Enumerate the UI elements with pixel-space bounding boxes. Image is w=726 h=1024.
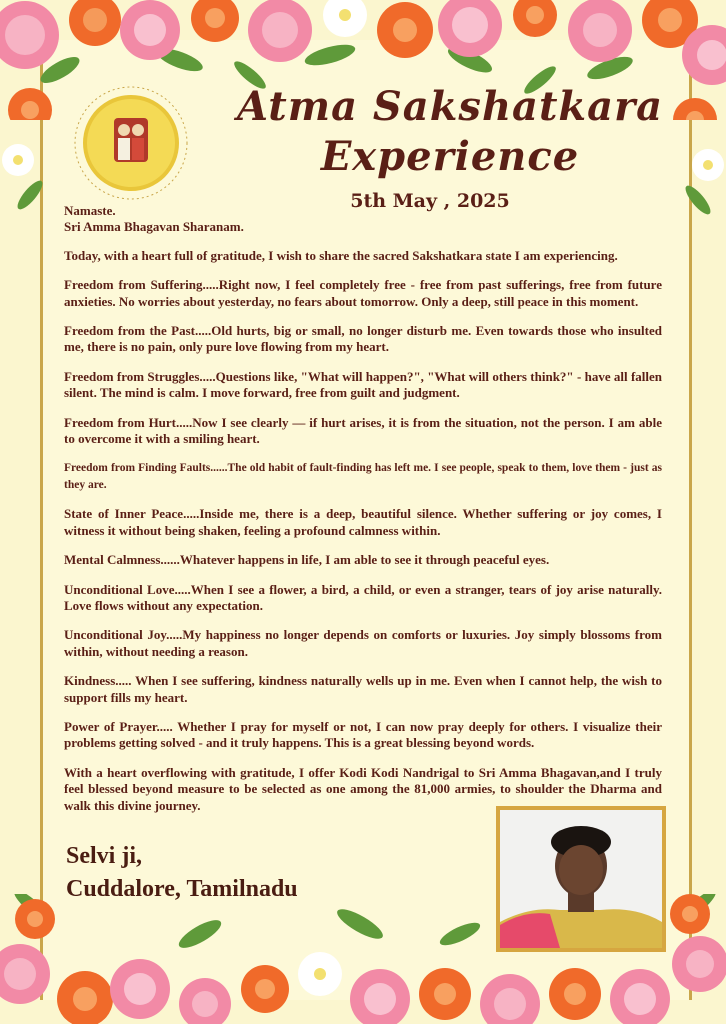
signature-place: Cuddalore, Tamilnadu — [66, 876, 298, 902]
floral-border-bottom — [0, 894, 726, 1024]
paragraph: Today, with a heart full of gratitude, I wish to share the sacred Sakshatkara state I am experiencing. — [64, 247, 618, 263]
title-line-1: Atma Sakshatkara — [236, 83, 664, 130]
paragraph: Freedom from Suffering.....Right now, I feel completely free - free from past sufferings, free from future anxieties. No worries about yesterday, no fears about tomorrow. Only a deep, still peace in this moment. — [64, 277, 662, 309]
paragraph: Kindness..... When I see suffering, kindness naturally wells up in me. Even when I cannot help, the wish to support fills my heart. — [64, 673, 662, 705]
paragraph: Freedom from the Past.....Old hurts, big or small, no longer disturb me. Even towards those who insulted me, there is no pain, only pure love flowing from my heart. — [64, 323, 662, 355]
paragraph: With a heart overflowing with gratitude, I offer Kodi Kodi Nandrigal to Sri Amma Bhagavan,and I truly feel blessed beyond measure to be selected as one among the 81,000 armies, to shoulder the Dharma and walk this divine journey. — [64, 764, 662, 813]
letter-date: 5th May , 2025 — [350, 190, 510, 212]
salutation: Sri Amma Bhagavan Sharanam. — [64, 219, 244, 235]
paragraph: Unconditional Joy.....My happiness no longer depends on comforts or luxuries. Joy simply blossoms from within, without needing a reason. — [64, 627, 662, 659]
paragraph: Freedom from Struggles.....Questions like, "What will happen?", "What will others think?" - have all fallen silent. The mind is calm. I move forward, free from guilt and judgment. — [64, 368, 662, 401]
title-line-2: Experience — [320, 133, 580, 180]
paragraph: Power of Prayer..... Whether I pray for myself or not, I can now pray deeply for others. I visualize their problems getting solved - and it truly happens. This is a great blessing beyond words. — [64, 718, 662, 751]
letter-body — [64, 203, 662, 827]
gold-medallion-icon — [66, 86, 196, 201]
greeting: Namaste. — [64, 203, 116, 218]
floral-side-left — [0, 110, 60, 220]
paragraph: Freedom from Finding Faults......The old habit of fault-finding has left me. I see people, speak to them, love them - just as they are. — [64, 462, 662, 491]
signature-name: Selvi ji, — [66, 843, 142, 869]
page-title — [200, 82, 700, 182]
paragraph: State of Inner Peace.....Inside me, there is a deep, beautiful silence. Whether suffering or joy comes, I witness it without being shaken, feeling a profound calmness within. — [64, 506, 662, 538]
paragraph: Unconditional Love.....When I see a flower, a bird, a child, or even a stranger, tears of joy arise naturally. Love flows without any expectation. — [64, 581, 662, 613]
paragraph: Freedom from Hurt.....Now I see clearly — if hurt arises, it is from the situation, not the person. I am able to overcome it with a smiling heart. — [64, 414, 662, 447]
paragraph: Mental Calmness......Whatever happens in life, I am able to see it through peaceful eyes. — [64, 552, 550, 568]
